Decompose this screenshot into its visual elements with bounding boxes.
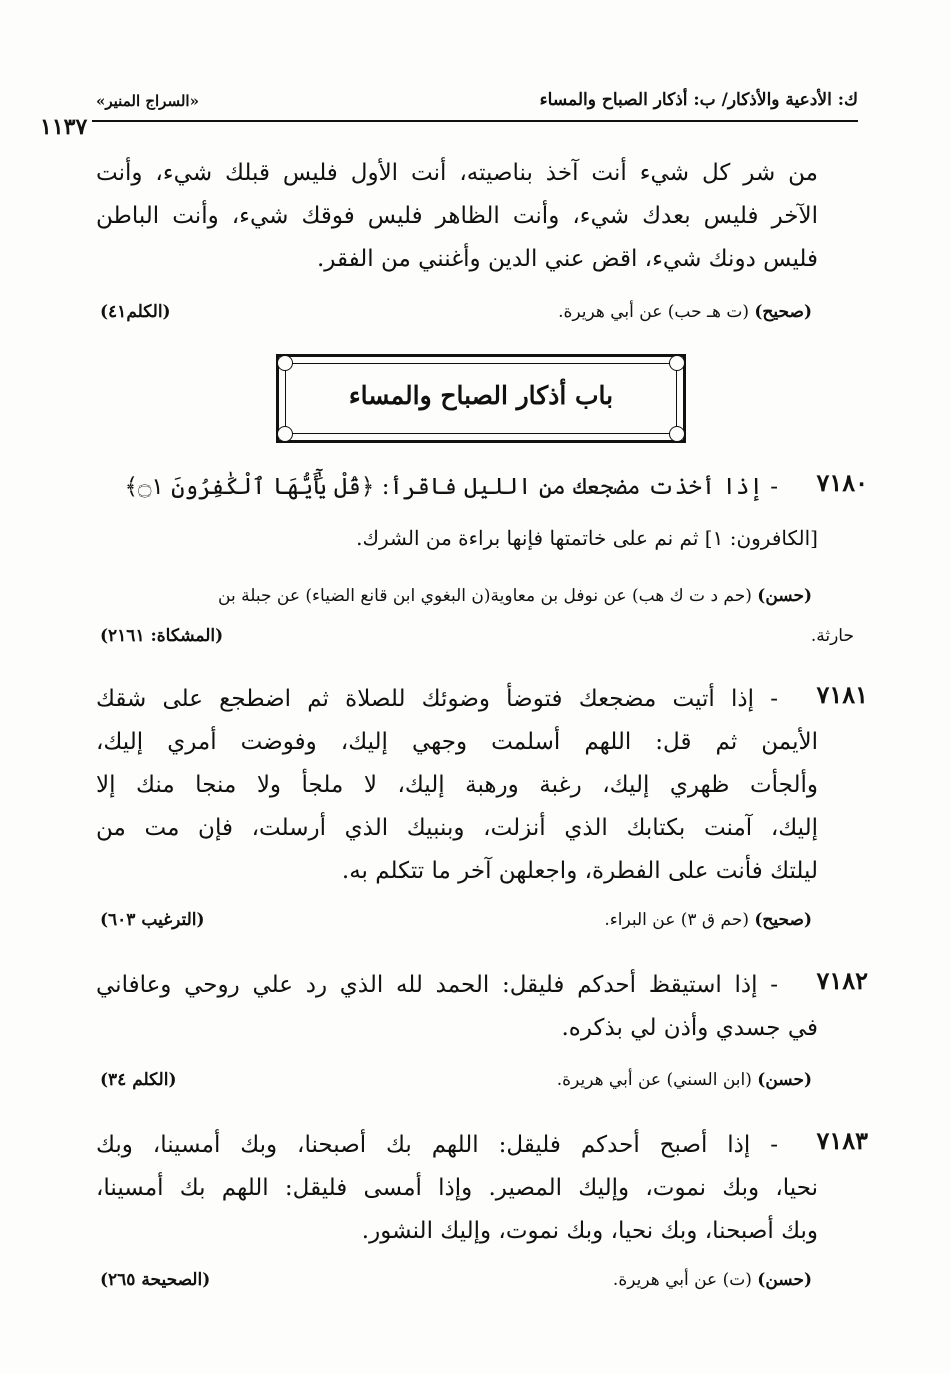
chapter-title-frame <box>276 354 686 443</box>
frame-corner-ornament <box>669 355 685 371</box>
intro-line-3: فليس دونك شيء، اقض عني الدين وأغنني من الفقر. <box>316 246 818 272</box>
hadith-7180-grade: (حسن) <box>757 586 812 606</box>
frame-corner-ornament <box>277 355 293 371</box>
intro-citation <box>558 302 812 322</box>
hadith-7181-line-2: الأيمن ثم قل: اللهم أسلمت وجهي إليك، وفوضت أمري إليك، <box>96 729 818 755</box>
hadith-7182-reference: (الكلم ٣٤) <box>100 1070 177 1090</box>
intro-reference: (الكلم٤١) <box>100 302 171 322</box>
hadith-number-7183: ٧١٨٣ <box>816 1126 868 1155</box>
hadith-7182-citation <box>557 1070 812 1090</box>
hadith-7181-line-4: إليك، آمنت بكتابك الذي أنزلت، وبنبيك الذي أرسلت، فإن مت من <box>96 815 818 841</box>
page-number: ١١٣٧ <box>40 114 88 140</box>
hadith-7181-line-5: ليلتك فأنت على الفطرة، واجعلهن آخر ما تتكلم به. <box>341 858 818 884</box>
hadith-7180-reference: (المشكاة: ٢١٦١) <box>100 626 224 646</box>
running-header-book-title: «السراج المنير» <box>96 92 199 110</box>
header-rule <box>92 120 858 122</box>
hadith-7183-citation <box>613 1270 812 1290</box>
hadith-7183-line-2: نحيا، وبك نموت، وإليك المصير. وإذا أمسى فليقل: اللهم بك أمسينا، <box>96 1175 818 1201</box>
hadith-7181-citation <box>604 910 812 930</box>
intro-grade: (صحيح) <box>754 302 812 322</box>
intro-line-1: من شر كل شيء أنت آخذ بناصيته، أنت الأول فليس قبلك شيء، وأنت <box>96 160 818 186</box>
hadith-7180-line-2: [الكافرون: ١] ثم نم على خاتمتها فإنها براءة من الشرك. <box>356 526 818 550</box>
hadith-number-7180: ٧١٨٠ <box>816 468 868 497</box>
hadith-7183-line-3: وبك أصبحنا، وبك نحيا، وبك نموت، وإليك النشور. <box>361 1218 818 1244</box>
hadith-7180-source-cont: حارثة. <box>810 626 854 646</box>
hadith-7183-reference: (الصحيحة ٢٦٥) <box>100 1270 211 1290</box>
hadith-7181-line-1: - إذا أتيت مضجعك فتوضأ وضوئك للصلاة ثم اضطجع على شقك <box>96 686 778 712</box>
hadith-7181-grade: (صحيح) <box>754 910 812 930</box>
hadith-number-7182: ٧١٨٢ <box>816 966 868 995</box>
hadith-7182-source: (ابن السني) عن أبي هريرة. <box>556 1070 752 1090</box>
hadith-number-7181: ٧١٨١ <box>816 680 868 709</box>
hadith-7182-grade: (حسن) <box>757 1070 812 1090</box>
hadith-7181-reference: (الترغيب ٦٠٣) <box>100 910 205 930</box>
hadith-7180-source: (حم د ت ك هب) عن نوفل بن معاوية(ن البغوي ابن قانع الضياء) عن جبلة بن <box>218 586 752 606</box>
hadith-7183-source: (ت) عن أبي هريرة. <box>612 1270 752 1290</box>
hadith-7180-line-1: - إذا أخذت مضجعك من الليل فاقرأ: ﴿قُلْ يَٰٓأَيُّهَا ٱلْكَٰفِرُونَ ۝١﴾ <box>124 474 778 500</box>
intro-source: (ت هـ حب) عن أبي هريرة. <box>558 302 749 322</box>
hadith-7183-line-1: - إذا أصبح أحدكم فليقل: اللهم بك أصبحنا، وبك أمسينا، وبك <box>96 1132 778 1158</box>
hadith-7180-citation <box>100 586 812 606</box>
frame-corner-ornament <box>277 426 293 442</box>
hadith-7182-line-2: في جسدي وأذن لي بذكره. <box>561 1015 818 1041</box>
hadith-7181-source: (حم ق ٣) عن البراء. <box>604 910 749 930</box>
intro-line-2: الآخر فليس بعدك شيء، وأنت الظاهر فليس فوقك شيء، وأنت الباطن <box>96 203 818 229</box>
hadith-7181-line-3: وألجأت ظهري إليك، رغبة ورهبة إليك، لا ملجأ ولا منجا منك إلا <box>96 772 818 798</box>
running-header-chapter: ك: الأدعية والأذكار/ ب: أذكار الصباح والمساء <box>539 90 858 110</box>
hadith-7182-line-1: - إذا استيقظ أحدكم فليقل: الحمد لله الذي رد علي روحي وعافاني <box>96 972 778 998</box>
chapter-title: باب أذكار الصباح والمساء <box>348 381 614 410</box>
frame-corner-ornament <box>669 426 685 442</box>
hadith-7183-grade: (حسن) <box>757 1270 812 1290</box>
